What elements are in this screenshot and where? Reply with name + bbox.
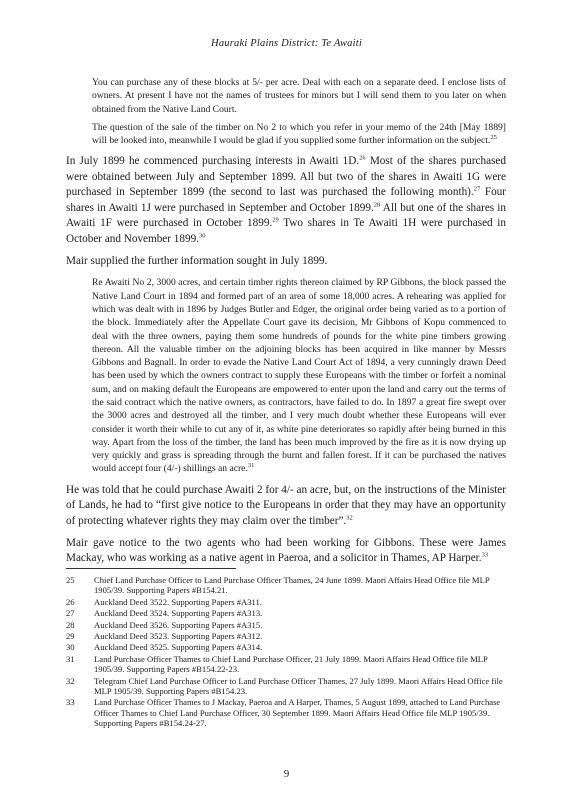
- footnote: [66, 654, 506, 675]
- footnote: [66, 697, 506, 728]
- body-paragraph: Mair gave notice to the two agents who had been working for Gibbons. These were James Mackay, who was working as a native agent in Paeroa, and a solicitor in Thames, AP Harper.$^{33}$: [66, 537, 506, 565]
- footnotes: [66, 568, 506, 730]
- block-quote-2: [92, 276, 506, 475]
- quote-paragraph: The question of the sale of the timber on No 2 to which you refer in your memo of the 24th [May 1889] will be looked into, meanwhile I would be glad if you supplied some further information on the subject.$^{25}$: [92, 121, 506, 147]
- footnote-number: 28: [66, 619, 75, 630]
- footnote-number: 25: [66, 575, 75, 585]
- footnote-text: Auckland Deed 3526. Supporting Papers #A315.: [94, 619, 263, 630]
- footnote-ref[interactable]: 30: [198, 231, 206, 239]
- footnote: [66, 608, 506, 618]
- body-paragraph: He was told that he could purchase Awaiti 2 for 4/- an acre, but, on the instructions of the Minister of Lands, he had to “first give notice to the Europeans in order that they may have an opportunity of protecting whatever rights they may claim over the timber”.$^{32}$: [66, 483, 506, 527]
- footnote-ref[interactable]: 25: [490, 134, 497, 141]
- footnote: [66, 642, 506, 652]
- running-header: Hauraki Plains District: Te Awaiti: [211, 38, 362, 49]
- footnote: [66, 597, 506, 607]
- footnote-ref[interactable]: 27: [473, 185, 481, 193]
- footnote-number: 32: [66, 675, 75, 686]
- footnote-divider: [66, 568, 236, 569]
- page-number: 9: [283, 768, 290, 780]
- footnote-ref[interactable]: 32: [346, 513, 353, 521]
- footnote-number: 27: [66, 608, 75, 619]
- footnote-text: Auckland Deed 3523. Supporting Papers #A312.: [94, 631, 263, 642]
- footnote: [66, 631, 506, 641]
- footnote-ref[interactable]: 31: [247, 462, 255, 470]
- body-paragraph: In July 1899 he commenced purchasing interests in Awaiti 1D.$^{26}$ Most of the shares purchased were obtained between July and September 1899. All but two of the shares in Awaiti 1G were purchased in September 1899 (the second to last was purchased the following month).$^{27}$ Four shares in Awaiti 1J were purchased in September and October 1899.28 All but one of the shares in Awaiti 1F were purchased in October 1899.29 Two shares in Te Awaiti 1H were purchased in October and November 1899.30: [66, 154, 506, 245]
- footnote-text: Land Purchase Officer Thames to Chief Land Purchase Officer, 21 July 1899. Maori Affairs Head Office file MLP 1905/39. Supporting Papers #B154.22-23.: [94, 653, 488, 675]
- footnote-number: 30: [66, 642, 75, 653]
- footnote-ref[interactable]: 33: [481, 551, 489, 559]
- block-quote-1: [92, 76, 506, 147]
- footnote: [66, 575, 506, 596]
- footnote-text: Auckland Deed 3525. Supporting Papers #A314.: [94, 642, 263, 653]
- footnote-text: Telegram Chief Land Purchase Officer to Land Purchase Officer Thames, 27 July 1899. Maori Affairs Head Office file MLP 1905/39. Supporting Papers #B154.23.: [94, 675, 503, 697]
- footnote-text: Land Purchase Officer Thames to J Mackay, Paeroa and A Harper, Thames, 5 August 1899, attached to Land Purchase Officer Thames to Chief Land Purchase Officer, 30 September 1899. Maori Affairs Head Office file MLP 1905/39. Supporting Papers #B154.24-27.: [94, 697, 501, 729]
- footnote-ref[interactable]: 26: [359, 154, 366, 162]
- footnote-number: 29: [66, 631, 75, 642]
- footnote: [66, 676, 506, 697]
- footnote-number: 26: [66, 596, 75, 607]
- footnote-ref[interactable]: 29: [272, 216, 279, 224]
- footnote-ref[interactable]: 28: [373, 200, 381, 208]
- footnote: [66, 620, 506, 630]
- quote-paragraph: Re Awaiti No 2, 3000 acres, and certain timber rights thereon claimed by RP Gibbons, the block passed the Native Land Court in 1894 and formed part of an area of some 18,000 acres. A rehearing was applied for which was dealt with in 1896 by Judges Butler and Edger, the original order being varied as to a portion of the block. Immediately after the Appellate Court gave its decision, Mr Gibbons of Kopu commenced to deal with the three owners, paying them some hundreds of pounds for the white pine timbers growing thereon. All the valuable timber on the adjoining blocks has been acquired in like manner by Messrs Gibbons and Bagnall. In order to evade the Native Land Court Act of 1894, a very cunningly drawn Deed has been used by which the owners contract to supply these Europeans with the timber or forfeit a nominal sum, and on making default the Europeans are empowered to enter upon the land and carry out the terms of the said contract which the native owners, as contractors, have failed to do. In 1897 a great fire swept over the 3000 acres and destroyed all the timber, and I very much doubt whether these Europeans will ever consider it worth their while to cut any of it, as white pine deteriorates so rapidly after being burned in this way. Apart from the loss of the timber, the land has been much improved by the fire as it is now drying up very quickly and grass is spreading through the burnt and fallen forest. If it can be purchased the natives would accept four (4/-) shillings an acre.$^{31}$: [92, 277, 506, 475]
- footnote-number: 31: [66, 653, 75, 664]
- page-body: [66, 76, 506, 574]
- footnote-text: Auckland Deed 3522. Supporting Papers #A311.: [94, 596, 262, 607]
- footnote-text: Chief Land Purchase Officer to Land Purchase Officer Thames, 24 June 1899. Maori Affairs Head Office file MLP 1905/39. Supporting Papers #B154.21.: [94, 575, 490, 596]
- quote-paragraph: You can purchase any of these blocks at 5/- per acre. Deal with each on a separate deed. I enclose lists of owners. At present I have not the names of trustees for minors but I will send them to you later on when obtained from the Native Land Court.: [92, 77, 506, 115]
- body-paragraph: Mair supplied the further information sought in July 1899.: [66, 254, 328, 267]
- footnote-text: Auckland Deed 3524. Supporting Papers #A313.: [94, 608, 263, 619]
- footnote-number: 33: [66, 697, 75, 708]
